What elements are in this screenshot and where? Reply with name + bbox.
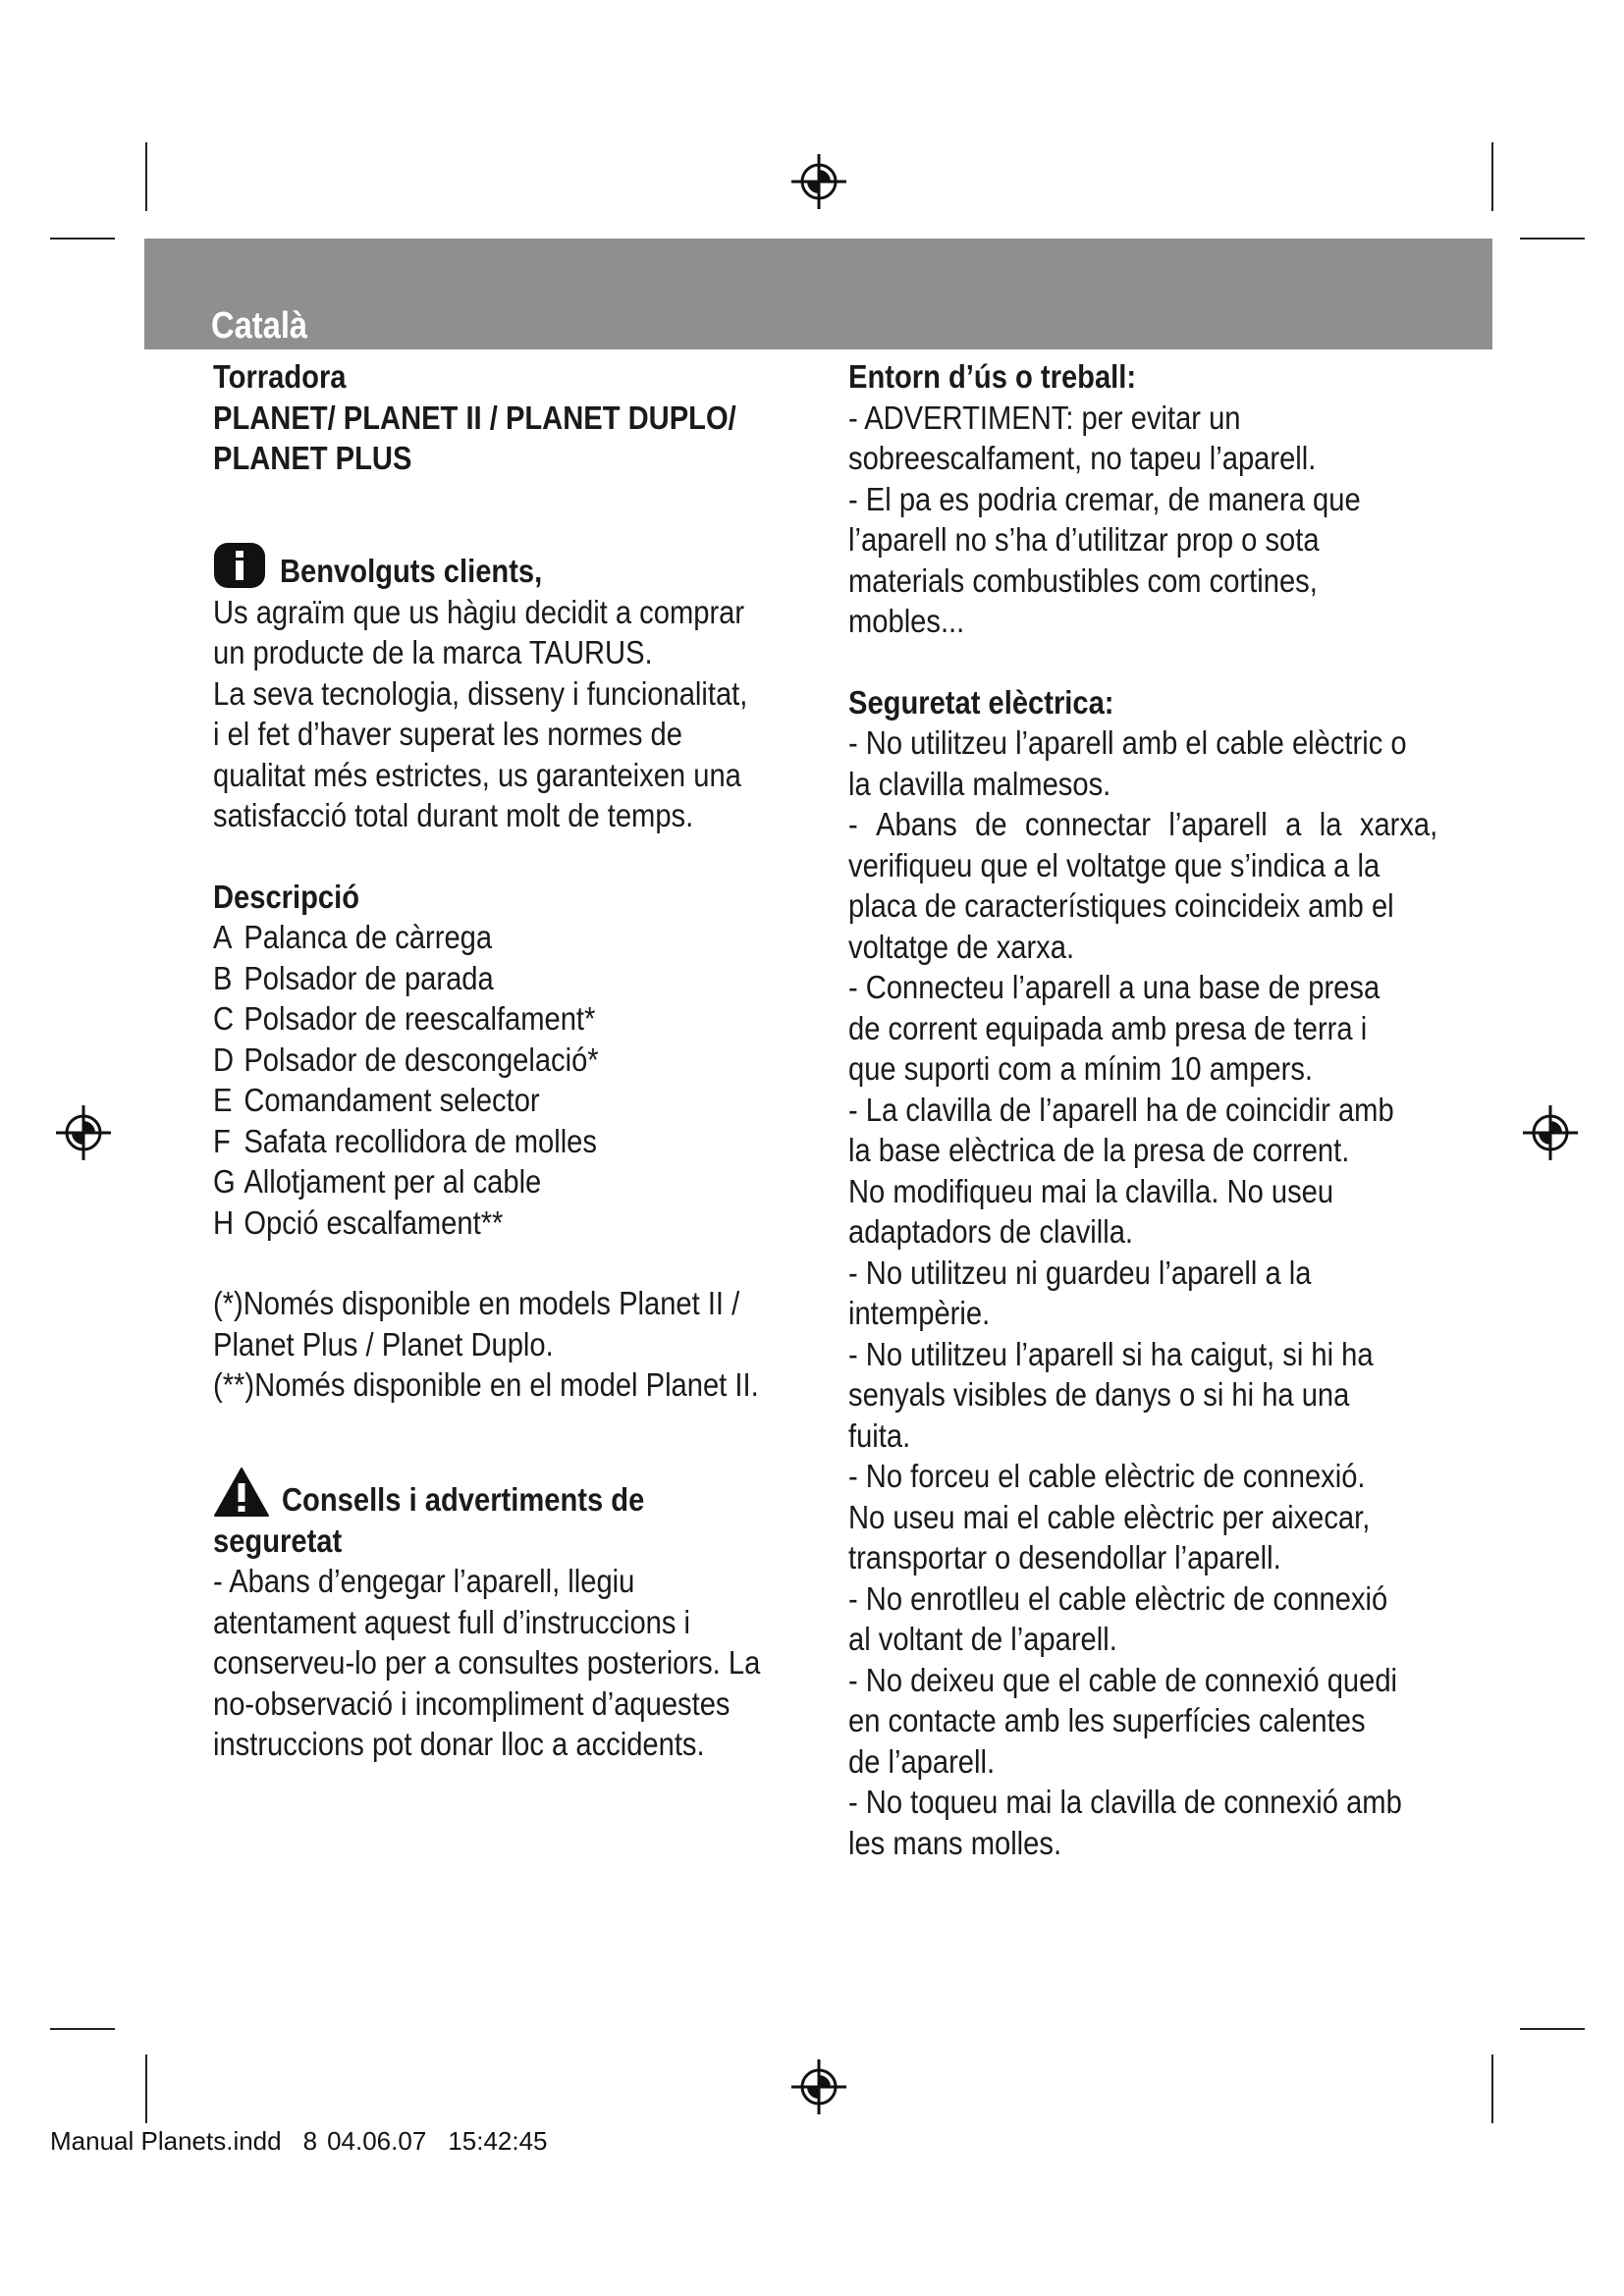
electrical-text-line: de l’aparell.: [848, 1743, 996, 1781]
registration-mark-bottom-icon: [791, 2059, 846, 2114]
footer-time: 15:42:45: [448, 2126, 548, 2156]
description-item: [213, 1162, 747, 1203]
availability-note-line: (*)Només disponible en models Planet II /: [213, 1286, 740, 1322]
description-item-text: Polsador de reescalfament*: [244, 1001, 596, 1038]
electrical-text-line: transportar o desendollar l’aparell.: [848, 1540, 1281, 1576]
electrical-text-line: No modifiqueu mai la clavilla. No useu: [848, 1173, 1334, 1210]
justified-word: connectar: [1024, 807, 1151, 843]
environment-text-line: - ADVERTIMENT: per evitar un: [848, 400, 1241, 437]
description-item-letter: B: [213, 960, 233, 997]
electrical-text-line: voltatge de xarxa.: [848, 929, 1075, 966]
description-item: [213, 918, 747, 959]
right-column: [848, 357, 1447, 1864]
description-heading: Descripció: [213, 879, 360, 916]
electrical-text-line: - No forceu el cable elèctric de connexió.: [848, 1459, 1366, 1495]
justified-word: -: [848, 807, 858, 843]
electrical-text-line: fuita.: [848, 1417, 911, 1455]
language-header-band: [144, 239, 1492, 349]
electrical-text-line: - No utilitzeu ni guardeu l’aparell a la: [848, 1255, 1312, 1292]
footer-page-number: 8: [302, 2126, 318, 2156]
language-title: Català: [211, 305, 308, 347]
electrical-text-line: verifiqueu que el voltatge que s’indica a la: [848, 847, 1380, 884]
crop-mark-top-left-vertical: [145, 142, 147, 211]
model-names-line-1: PLANET/ PLANET II / PLANET DUPLO/: [213, 400, 736, 437]
electrical-text-line: - No utilitzeu l’aparell amb el cable elèctric o: [848, 725, 1407, 762]
left-column: [213, 357, 827, 1766]
justified-word: l’aparell: [1168, 807, 1268, 843]
electrical-text-line: de corrent equipada amb presa de terra i: [848, 1010, 1368, 1047]
safety-heading-row: [213, 1467, 827, 1522]
environment-heading: Entorn d’ús o treball:: [848, 359, 1137, 396]
description-item-letter: C: [213, 1001, 235, 1038]
description-item-letter: A: [213, 920, 233, 956]
electrical-text-line: placa de característiques coincideix amb el: [848, 888, 1394, 925]
electrical-text-line: la clavilla malmesos.: [848, 766, 1111, 803]
info-icon: [213, 542, 266, 589]
electrical-text-line: - Connecteu l’aparell a una base de presa: [848, 970, 1380, 1006]
safety-text-line: - Abans d’engegar l’aparell, llegiu: [213, 1564, 635, 1600]
justified-word: la: [1319, 807, 1342, 843]
description-item: [213, 1122, 747, 1163]
description-item: [213, 959, 747, 1000]
electrical-text-line: - No enrotlleu el cable elèctric de connexió: [848, 1580, 1388, 1618]
registration-mark-right-icon: [1523, 1105, 1578, 1160]
description-item-text: Polsador de descongelació*: [244, 1041, 599, 1079]
description-item-text: Opció escalfament**: [244, 1204, 504, 1242]
electrical-text-line: les mans molles.: [848, 1825, 1062, 1862]
electrical-text-line: al voltant de l’aparell.: [848, 1622, 1117, 1658]
description-item-letter: D: [213, 1041, 235, 1079]
safety-text-line: instruccions pot donar lloc a accidents.: [213, 1727, 705, 1763]
product-name: Torradora: [213, 359, 347, 396]
environment-text-line: materials combustibles com cortines,: [848, 562, 1318, 600]
electrical-text-line: adaptadors de clavilla.: [848, 1214, 1134, 1251]
safety-heading-line-1: Consells i advertiments de: [282, 1482, 645, 1519]
electrical-text-line: No useu mai el cable elèctric per aixecar,: [848, 1499, 1371, 1536]
availability-note-line: (**)Només disponible en el model Planet II.: [213, 1367, 759, 1404]
safety-text-line: atentament aquest full d’instruccions i: [213, 1604, 691, 1641]
description-item-letter: G: [213, 1164, 236, 1201]
welcome-text-line: qualitat més estrictes, us garanteixen una: [213, 757, 741, 794]
safety-text-line: no-observació i incompliment d’aquestes: [213, 1685, 731, 1723]
electrical-text-line: que suporti com a mínim 10 ampers.: [848, 1051, 1313, 1088]
description-item: [213, 1203, 747, 1245]
description-item: [213, 1081, 747, 1122]
electrical-text-line: - No utilitzeu l’aparell si ha caigut, si hi ha: [848, 1336, 1374, 1373]
electrical-text-line: - La clavilla de l’aparell ha de coincidir amb: [848, 1092, 1394, 1129]
description-item: [213, 1041, 747, 1082]
electrical-text-line-justified: [848, 805, 1438, 846]
electrical-text-line: - No toqueu mai la clavilla de connexió amb: [848, 1785, 1402, 1821]
welcome-text-line: un producte de la marca TAURUS.: [213, 635, 653, 671]
welcome-heading: Benvolguts clients,: [280, 554, 543, 590]
electrical-text-line: - No deixeu que el cable de connexió quedi: [848, 1662, 1398, 1699]
environment-text-line: - El pa es podria cremar, de manera que: [848, 481, 1361, 518]
justified-word: xarxa,: [1359, 807, 1438, 843]
safety-heading-line-2: seguretat: [213, 1522, 343, 1560]
footer-file-name: Manual Planets.indd: [50, 2126, 282, 2156]
warning-icon: [213, 1467, 270, 1518]
welcome-text-line: La seva tecnologia, disseny i funcionalitat,: [213, 675, 748, 713]
description-item-text: Allotjament per al cable: [244, 1164, 542, 1201]
model-names-line-2: PLANET PLUS: [213, 441, 412, 477]
welcome-text-line: Us agraïm que us hàgiu decidit a comprar: [213, 594, 745, 631]
crop-mark-bottom-right-vertical: [1491, 2055, 1493, 2123]
electrical-text-line: senyals visibles de danys o si hi ha una: [848, 1377, 1350, 1414]
crop-mark-bottom-left-vertical: [145, 2055, 147, 2123]
electrical-text-line: intempèrie.: [848, 1296, 991, 1332]
electrical-text-line: la base elèctrica de la presa de corrent.: [848, 1133, 1350, 1169]
description-item-text: Safata recollidora de molles: [244, 1123, 597, 1160]
environment-text-line: mobles...: [848, 604, 965, 640]
safety-text-line: conserveu-lo per a consultes posteriors. La: [213, 1645, 761, 1682]
registration-mark-left-icon: [56, 1105, 111, 1160]
crop-mark-top-right-vertical: [1491, 142, 1493, 211]
justified-word: de: [975, 807, 1007, 843]
description-item-letter: F: [213, 1123, 231, 1160]
electrical-text-line: en contacte amb les superfícies calentes: [848, 1703, 1366, 1739]
print-slug-footer: [50, 2126, 569, 2157]
welcome-heading-row: [213, 542, 827, 593]
environment-text-line: sobreescalfament, no tapeu l’aparell.: [848, 441, 1317, 477]
footer-date: 04.06.07: [327, 2126, 427, 2156]
justified-word: a: [1285, 807, 1302, 843]
description-item-letter: E: [213, 1083, 233, 1119]
crop-mark-bottom-right-horizontal: [1520, 2028, 1585, 2030]
environment-text-line: l’aparell no s’ha d’utilitzar prop o sota: [848, 522, 1320, 559]
welcome-text-line: i el fet d’haver superat les normes de: [213, 717, 682, 753]
description-item: [213, 999, 747, 1041]
description-item-text: Comandament selector: [244, 1083, 540, 1119]
welcome-text-line: satisfacció total durant molt de temps.: [213, 798, 694, 834]
availability-note-line: Planet Plus / Planet Duplo.: [213, 1326, 554, 1363]
crop-mark-top-left-horizontal: [50, 238, 115, 240]
description-item-text: Palanca de càrrega: [244, 920, 493, 956]
crop-mark-top-right-horizontal: [1520, 238, 1585, 240]
crop-mark-bottom-left-horizontal: [50, 2028, 115, 2030]
registration-mark-top-icon: [791, 154, 846, 209]
electrical-safety-heading: Seguretat elèctrica:: [848, 684, 1114, 721]
description-item-text: Polsador de parada: [244, 960, 494, 997]
description-item-letter: H: [213, 1204, 235, 1242]
justified-word: Abans: [876, 807, 957, 843]
